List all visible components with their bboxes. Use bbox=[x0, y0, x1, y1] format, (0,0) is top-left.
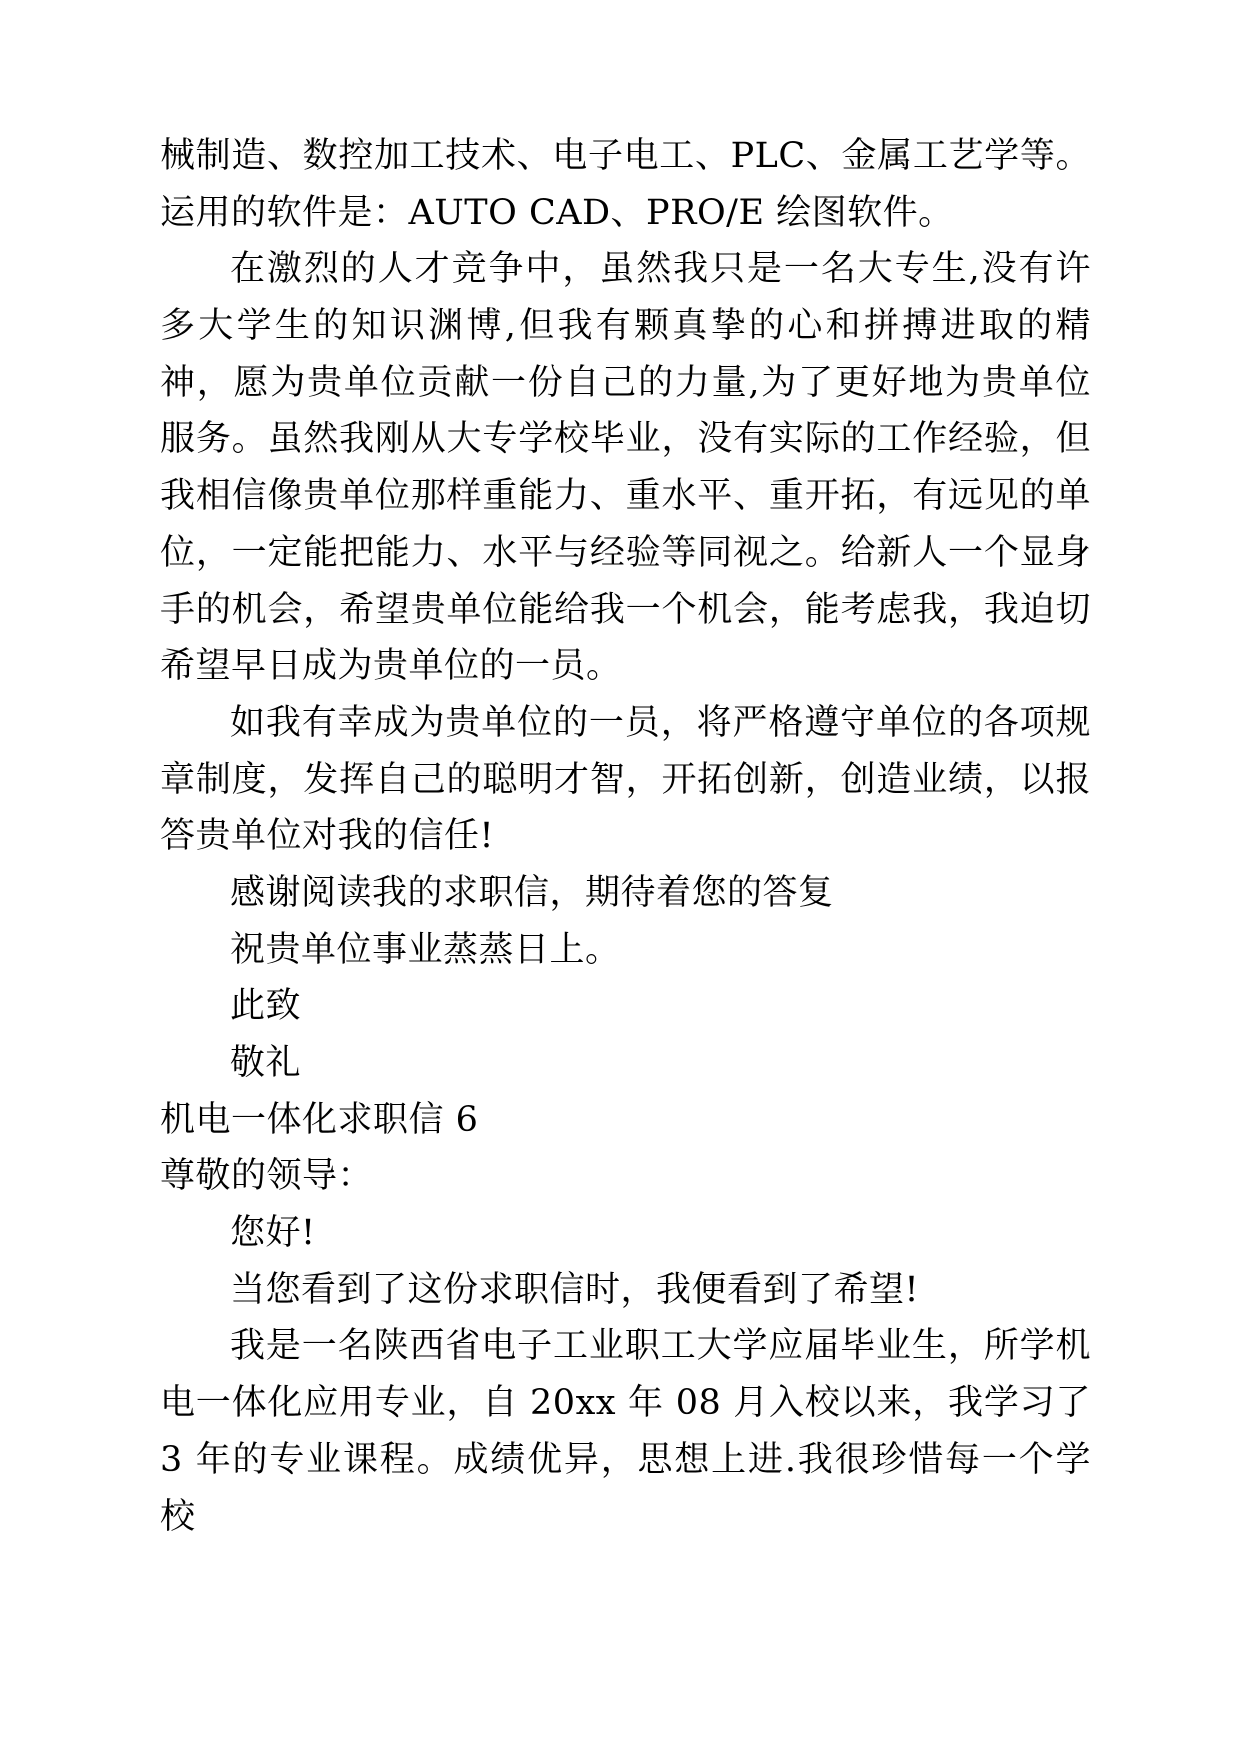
document-body bbox=[160, 128, 1091, 1545]
paragraph-salutation: 尊敬的领导： bbox=[160, 1156, 374, 1197]
paragraph-courses-software: 械制造、数控加工技术、电子电工、PLC、金属工艺学等。运用的软件是：AUTO CAD、PRO/E 绘图软件。 bbox=[160, 136, 1091, 233]
paragraph-wish: 祝贵单位事业蒸蒸日上。 bbox=[230, 929, 621, 970]
paragraph-closing-jingli: 敬礼 bbox=[230, 1043, 302, 1083]
paragraph-thanks: 感谢阅读我的求职信，期待着您的答复 bbox=[230, 872, 834, 913]
paragraph-hope: 当您看到了这份求职信时，我便看到了希望! bbox=[230, 1269, 920, 1310]
paragraph-greeting: 您好! bbox=[230, 1213, 316, 1254]
paragraph-closing-cizhi: 此致 bbox=[230, 986, 302, 1027]
paragraph-competition-self-intro: 在激烈的人才竞争中，虽然我只是一名大专生,没有许多大学生的知识渊博,但我有颗真挚的心和拼搏进取的精神，愿为贵单位贡献一份自己的力量,为了更好地为贵单位服务。虽然我刚从大专学校毕业，没有实际的工作经验，但我相信像贵单位那样重能力、重水平、重开拓，有远见的单位，一定能把能力、水平与经验等同视之。给新人一个显身手的机会，希望贵单位能给我一个机会，能考虑我，我迫切希望早日成为贵单位的一员。 bbox=[160, 249, 1091, 687]
heading-letter-6: 机电一体化求职信 6 bbox=[160, 1099, 479, 1140]
paragraph-commitment: 如我有幸成为贵单位的一员，将严格遵守单位的各项规章制度，发挥自己的聪明才智，开拓创新，创造业绩，以报答贵单位对我的信任! bbox=[160, 702, 1091, 857]
paragraph-education: 我是一名陕西省电子工业职工大学应届毕业生，所学机电一体化应用专业，自 20xx 年 08 月入校以来，我学习了 3 年的专业课程。成绩优异，思想上进.我很珍惜每一个学校 bbox=[160, 1326, 1091, 1537]
